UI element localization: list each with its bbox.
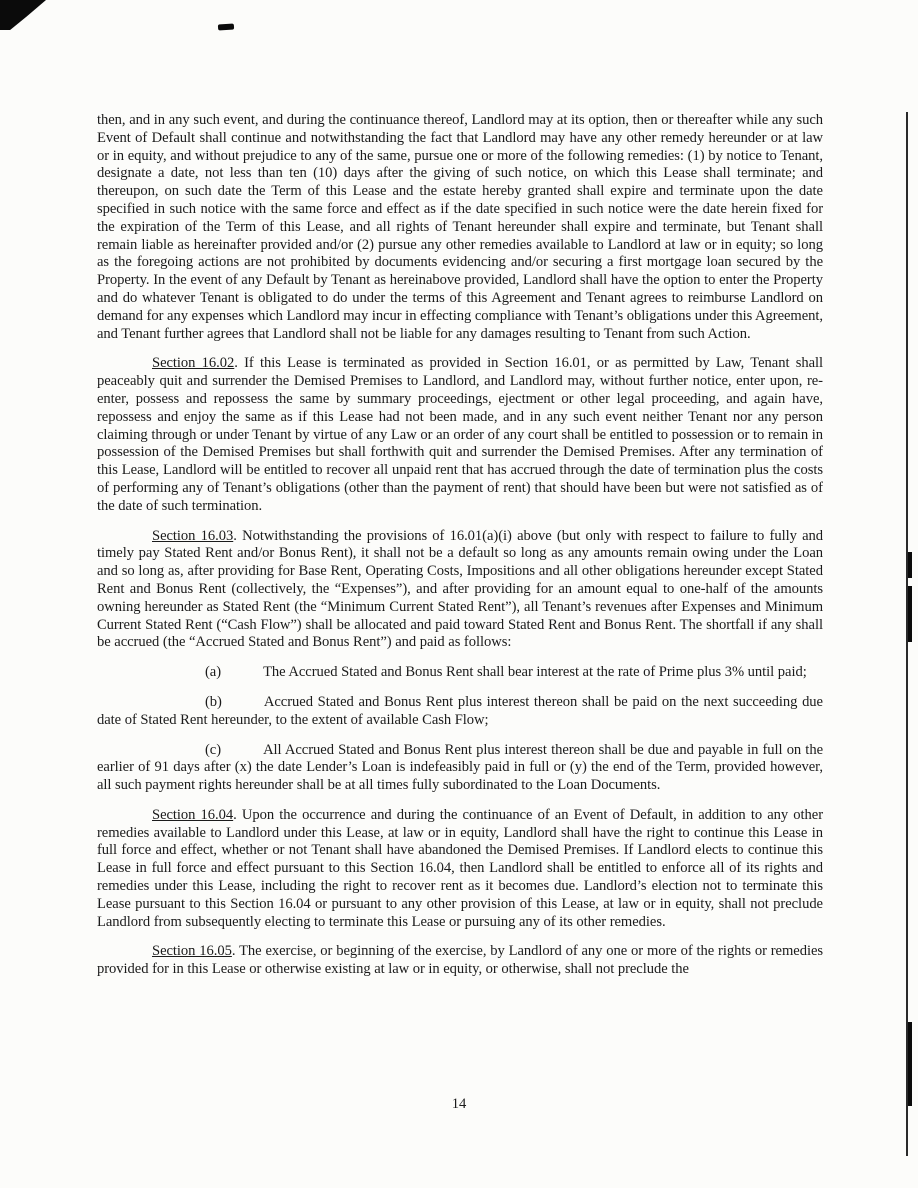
- scan-artifact-right-edge-mark: [908, 586, 912, 642]
- paragraph-section-16-02: [97, 355, 823, 515]
- scan-artifact-right-edge-mark: [908, 552, 912, 578]
- paragraph-text: . Upon the occurrence and during the continuance of an Event of Default, in addition to any other remedies available to Landlord under this Lease, at law or in equity, Landlord shall have the right to continue this Lease in full force and effect, whether or not Tenant shall have abandoned the Demised Premises. If Landlord elects to continue this Lease in full force and effect pursuant to this Section 16.04, then Landlord shall be entitled to enforce all of its rights and remedies under this Lease, including the right to recover rent as it becomes due. Landlord’s election not to terminate this Lease pursuant to this Section 16.04 or pursuant to any other provision of this Lease, at law or in equity, shall not preclude Landlord from subsequently electing to terminate this Lease or pursuing any of its other remedies.: [97, 806, 823, 930]
- paragraph-subsection-b: [97, 694, 823, 730]
- page-number: 14: [451, 1096, 467, 1112]
- section-label: Section 16.03: [152, 527, 234, 544]
- scan-artifact-top-dash: [218, 23, 234, 30]
- section-label: Section 16.05: [152, 943, 232, 960]
- paragraph-text: Accrued Stated and Bonus Rent plus interest thereon shall be paid on the next succeeding due date of Stated Rent hereunder, to the extent of available Cash Flow;: [97, 693, 823, 728]
- scan-artifact-corner: [0, 0, 46, 30]
- paragraph-subsection-a: [97, 664, 823, 682]
- paragraph-text: then, and in any such event, and during the continuance thereof, Landlord may at its option, then or thereafter while any such Event of Default shall continue and notwithstanding the fact that Landlord may have any other remedy hereunder or at law or in equity, and without prejudice to any of the same, pursue one or more of the following remedies: (1) by notice to Tenant, designate a date, not less than ten (10) days after the giving of such notice, on which this Lease shall terminate; and thereupon, on such date the Term of this Lease and the estate hereby granted shall expire and terminate upon the date specified in such notice with the same force and effect as if the date specified in such notice were the date herein fixed for the expiration of the Term of this Lease, and all rights of Tenant hereunder shall expire and terminate, but Tenant shall remain liable as hereinafter provided and/or (2) pursue any other remedies available to Landlord at law or in equity; so long as the foregoing actions are not prohibited by documents evidencing and/or securing a first mortgage loan secured by the Property. In the event of any Default by Tenant as hereinabove provided, Landlord shall have the option to enter the Property and do whatever Tenant is obligated to do under the terms of this Agreement and Tenant agrees to reimburse Landlord on demand for any expenses which Landlord may incur in effecting compliance with Tenant’s obligations under this Agreement, and Tenant further agrees that Landlord shall not be liable for any damages resulting to Tenant from such Action.: [97, 112, 823, 342]
- paragraph-section-16-05: [97, 943, 823, 979]
- paragraph-text: . Notwithstanding the provisions of 16.01(a)(i) above (but only with respect to failure to fully and timely pay Stated Rent and/or Bonus Rent), it shall not be a default so long as any amounts remain owing under the Loan and so long as, after providing for Base Rent, Operating Costs, Impositions and all other obligations hereunder except Stated Rent and Bonus Rent (collectively, the “Expenses”), and after providing for an amount equal to one-half of the amounts owning hereunder as Stated Rent (the “Minimum Current Stated Rent”), all Tenant’s revenues after Expenses and Minimum Current Stated Rent (“Cash Flow”) shall be allocated and paid toward Stated Rent and Bonus Rent. The shortfall if any shall be accrued (the “Accrued Stated and Bonus Rent”) and paid as follows:: [97, 527, 823, 651]
- paragraph-text: . The exercise, or beginning of the exercise, by Landlord of any one or more of the rights or remedies provided for in this Lease or otherwise existing at law or in equity, or otherwise, shall not preclude the: [97, 943, 824, 978]
- scan-artifact-right-edge-mark: [908, 1022, 912, 1106]
- paragraph-text: All Accrued Stated and Bonus Rent plus interest thereon shall be due and payable in full on the earlier of 91 days after (x) the date Lender’s Loan is indefeasibly paid in full or (y) the end of the Term, provided however, all such payment rights hereunder shall be at all times fully subordinated to the Loan Documents.: [97, 741, 823, 794]
- subsection-marker: (b): [205, 693, 222, 710]
- paragraph-continuation: [97, 112, 823, 343]
- paragraph-text: . If this Lease is terminated as provided in Section 16.01, or as permitted by Law, Tenant shall peaceably quit and surrender the Demised Premises to Landlord, and Landlord may, without further notice, enter upon, re-enter, possess and repossess the same by summary proceedings, ejectment or other legal proceeding, and again have, repossess and enjoy the same as if this Lease had not been made, and in any such event neither Tenant nor any person claiming through or under Tenant by virtue of any Law or an order of any court shall be entitled to possession or to remain in possession of the Demised Premises but shall forthwith quit and surrender the Demised Premises. After any termination of this Lease, Landlord will be entitled to recover all unpaid rent that has accrued through the date of termination plus the costs of performing any of Tenant’s obligations (other than the payment of rent) that should have been but were not satisfied as of the date of such termination.: [97, 355, 824, 514]
- section-label: Section 16.04: [152, 806, 234, 823]
- paragraph-subsection-c: [97, 742, 823, 795]
- paragraph-text: The Accrued Stated and Bonus Rent shall bear interest at the rate of Prime plus 3% until paid;: [263, 664, 807, 681]
- paragraph-section-16-04: [97, 807, 823, 932]
- subsection-marker: (a): [205, 664, 222, 681]
- paragraph-section-16-03: [97, 528, 823, 653]
- subsection-marker: (c): [205, 741, 222, 758]
- document-body: [97, 112, 823, 991]
- section-label: Section 16.02: [152, 355, 235, 372]
